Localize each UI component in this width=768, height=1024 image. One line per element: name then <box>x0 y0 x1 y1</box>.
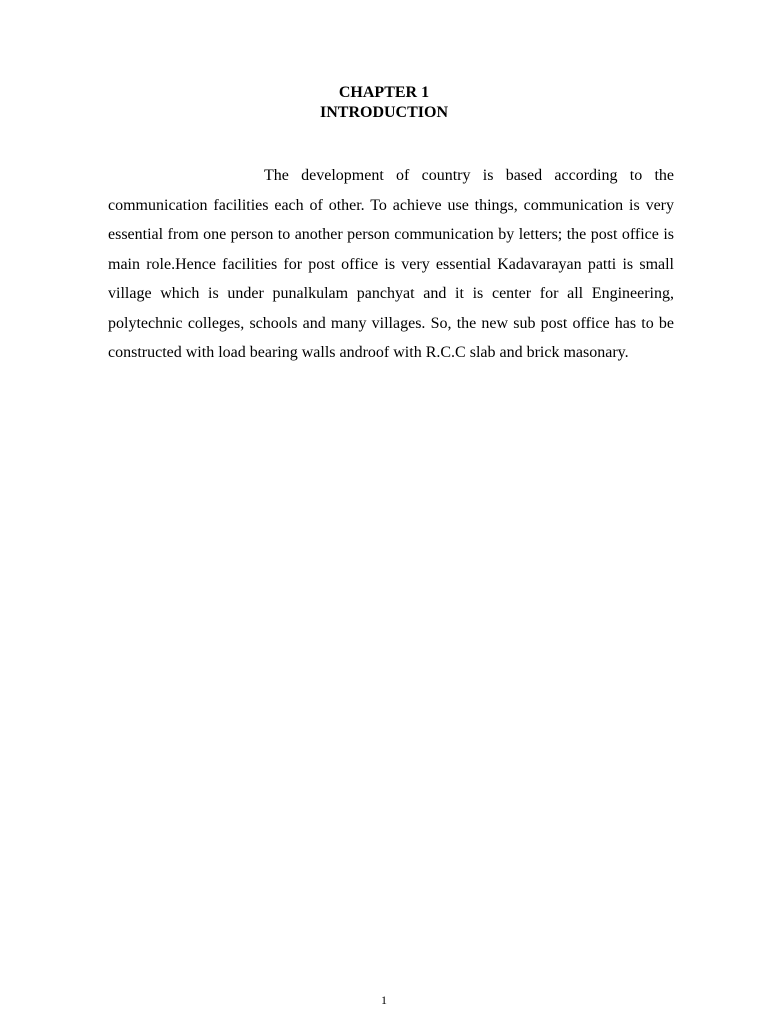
chapter-title: INTRODUCTION <box>319 104 448 121</box>
introduction-paragraph <box>108 161 674 368</box>
introduction-paragraph-text: The development of country is based according to the communication facilities each of other. To achieve use things, communication is very essential from one person to another person communication by letters; the post office is main role.Hence facilities for post office is very essential Kadavarayan patti is small village which is under punalkulam panchyat and it is center for all Engineering, polytechnic colleges, schools and many villages. So, the new sub post office has to be constructed with load bearing walls androof with R.C.C slab and brick masonary. <box>108 167 674 361</box>
page-number: 1 <box>381 993 387 1007</box>
chapter-label: CHAPTER 1 <box>338 84 430 101</box>
